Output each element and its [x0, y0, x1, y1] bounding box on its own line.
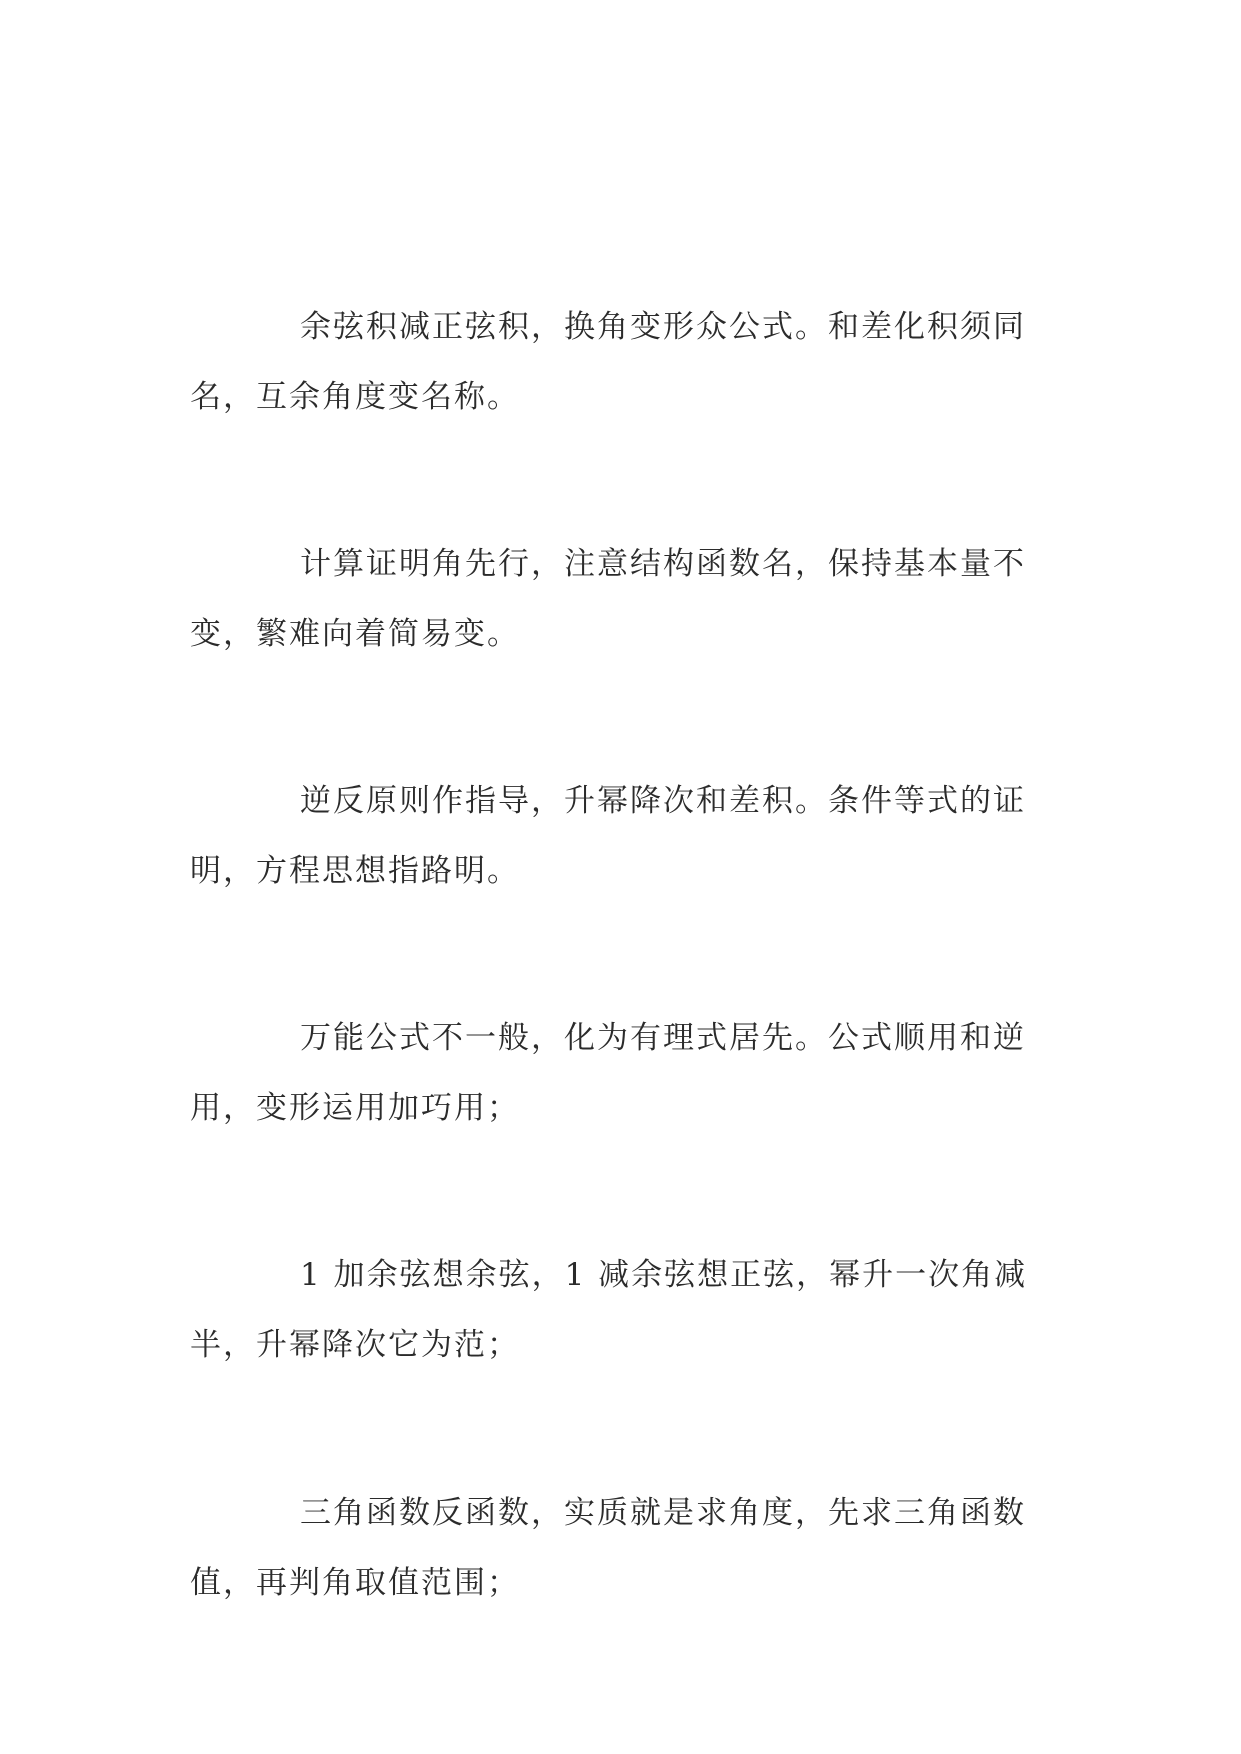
- paragraph: 逆反原则作指导，升幂降次和差积。条件等式的证明，方程思想指路明。: [190, 783, 1026, 889]
- paragraph: 1 加余弦想余弦，1 减余弦想正弦，幂升一次角减半，升幂降次它为范；: [190, 1257, 1028, 1363]
- paragraph: 计算证明角先行，注意结构函数名，保持基本量不变，繁难向着简易变。: [190, 546, 1026, 652]
- paragraph: 余弦积减正弦积，换角变形众公式。和差化积须同名，互余角度变名称。: [190, 309, 1026, 415]
- paragraph: 三角函数反函数，实质就是求角度，先求三角函数值，再判角取值范围；: [190, 1495, 1026, 1601]
- paragraph: 万能公式不一般，化为有理式居先。公式顺用和逆用，变形运用加巧用；: [190, 1020, 1026, 1126]
